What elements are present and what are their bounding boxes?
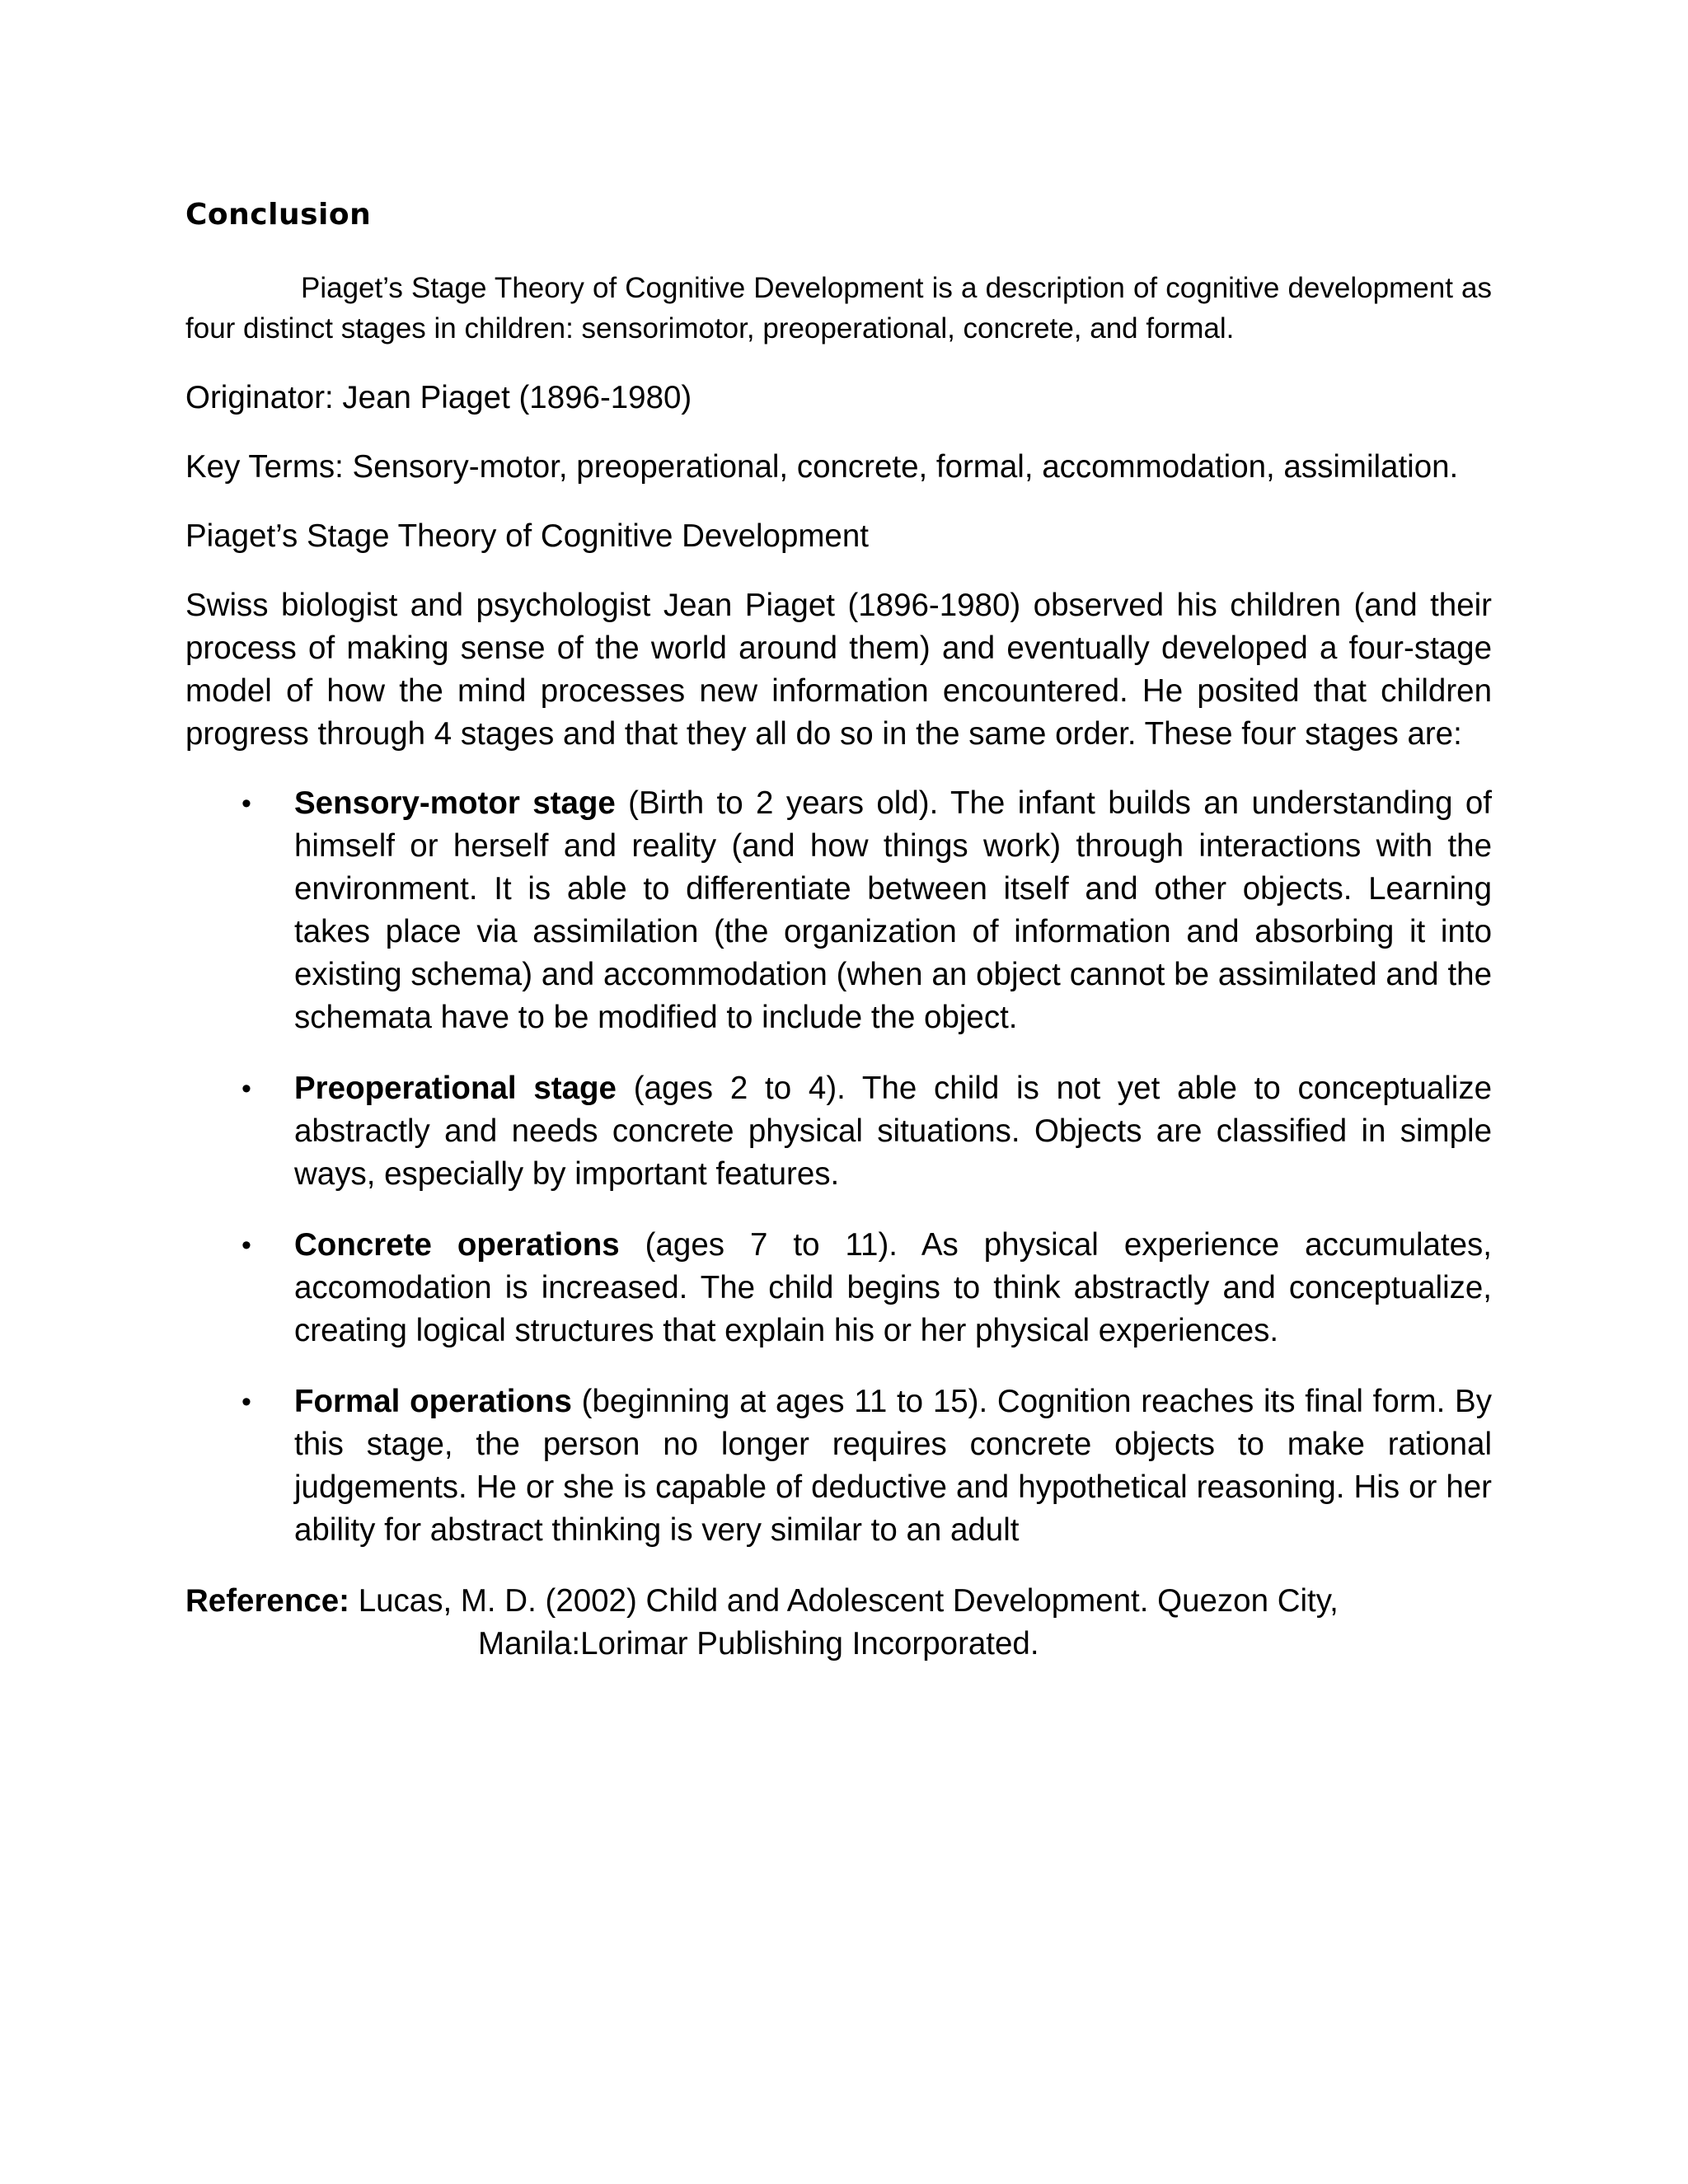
- key-terms-line: Key Terms: Sensory-motor, preoperational, concrete, formal, accommodation, assimilation.: [185, 449, 1459, 485]
- body-paragraph: Swiss biologist and psychologist Jean Piaget (1896-1980) observed his children (and their process of making sense of the world around them) and eventually developed a four-stage model of how the mind processes new information encountered. He posited that children progress through 4 stages and that they all do so in the same order. These four stages are:: [185, 588, 1492, 752]
- bullet-icon: •: [241, 788, 251, 819]
- stage-name: Sensory-motor stage: [294, 785, 616, 821]
- list-item: [185, 1224, 1492, 1352]
- section-heading: Conclusion: [185, 198, 372, 232]
- reference-line-1: Lucas, M. D. (2002) Child and Adolescent Development. Quezon City,: [349, 1583, 1339, 1619]
- stage-description: (beginning at ages 11 to 15). Cognition reaches its final form. By this stage, the person no longer requires concrete objects to make rational judgements. He or she is capable of deductive and hypothetical reasoning. His or her ability for abstract thinking is very similar to an adult: [294, 1384, 1492, 1548]
- bullet-icon: •: [241, 1073, 251, 1104]
- bullet-icon: •: [241, 1386, 251, 1418]
- stage-name: Concrete operations: [294, 1227, 620, 1263]
- reference-label: Reference:: [185, 1583, 350, 1619]
- bullet-icon: •: [241, 1230, 251, 1261]
- list-item: [185, 782, 1492, 1039]
- list-item: [185, 1067, 1492, 1196]
- stage-description: (ages 7 to 11). As physical experience accumulates, accomodation is increased. The child begins to think abstractly and conceptualize, creating logical structures that explain his or her physical experiences.: [294, 1227, 1493, 1348]
- stages-list: [185, 782, 1492, 1552]
- originator-line: Originator: Jean Piaget (1896-1980): [185, 380, 692, 415]
- stage-name: Formal operations: [294, 1384, 572, 1419]
- document-page: [185, 198, 1492, 1666]
- reference-block: [185, 1580, 1492, 1666]
- stage-name: Preoperational stage: [294, 1071, 617, 1106]
- stage-description: (Birth to 2 years old). The infant builds an understanding of himself or herself and reality (and how things work) through interactions with the environment. It is able to differentiate between itself and other objects. Learning takes place via assimilation (the organization of information and absorbing it into existing schema) and accommodation (when an object cannot be assimilated and the schemata have to be modified to include the object.: [294, 785, 1492, 1035]
- intro-paragraph: Piaget’s Stage Theory of Cognitive Development is a description of cognitive development as four distinct stages in children: sensorimotor, preoperational, concrete, and formal.: [185, 272, 1492, 344]
- stage-description: (ages 2 to 4). The child is not yet able to conceptualize abstractly and needs concrete physical situations. Objects are classified in simple ways, especially by important features.: [294, 1071, 1492, 1192]
- theory-subtitle: Piaget’s Stage Theory of Cognitive Development: [185, 518, 869, 554]
- reference-line-2: Manila:Lorimar Publishing Incorporated.: [478, 1626, 1039, 1661]
- list-item: [185, 1380, 1492, 1552]
